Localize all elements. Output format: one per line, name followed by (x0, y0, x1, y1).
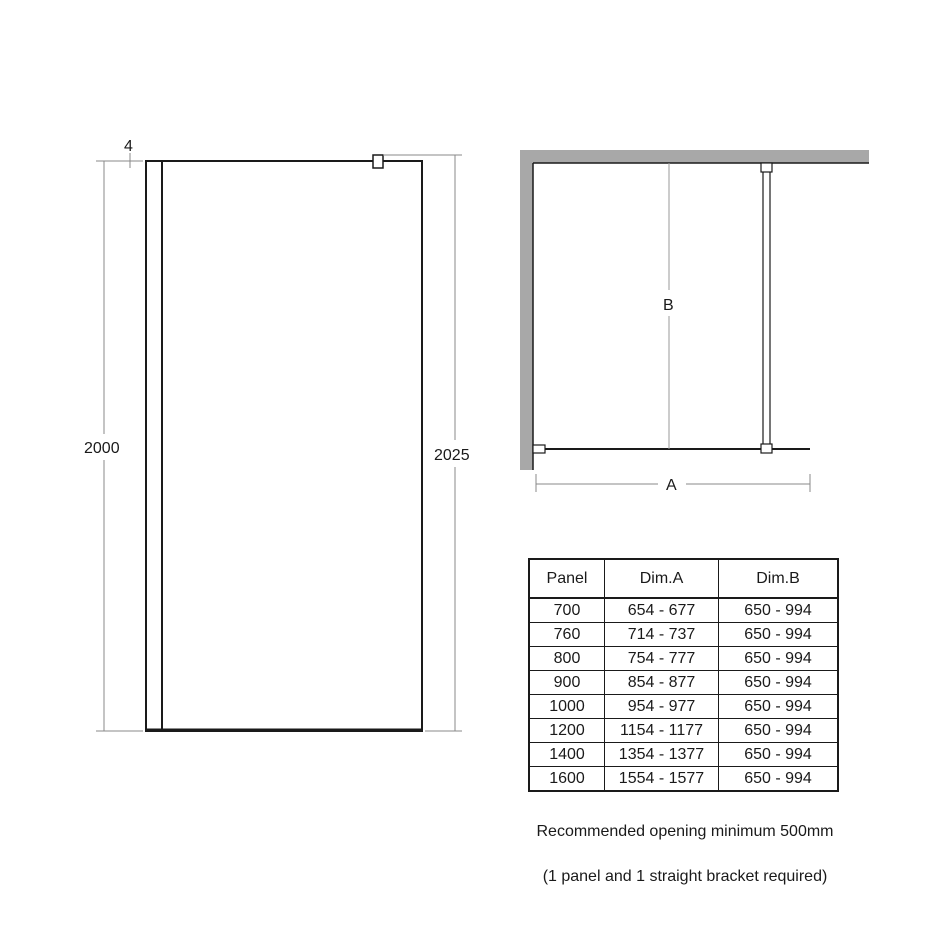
plan-view (520, 150, 869, 494)
plan-wall-profile (533, 445, 545, 453)
cell-dim-a: 854 - 877 (605, 671, 719, 695)
bracket-wall-fixing (761, 163, 772, 172)
table-row (529, 671, 838, 695)
height-2025-label: 2025 (434, 447, 470, 464)
cell-dim-a: 1554 - 1577 (605, 767, 719, 792)
height-2000-label: 2000 (84, 440, 120, 457)
back-wall (520, 150, 869, 163)
table-row (529, 623, 838, 647)
header-dim-a: Dim.A (605, 559, 719, 598)
table-row (529, 767, 838, 792)
cell-dim-b: 650 - 994 (719, 719, 839, 743)
header-dim-b: Dim.B (719, 559, 839, 598)
header-panel: Panel (529, 559, 605, 598)
cell-panel: 800 (529, 647, 605, 671)
cell-panel: 900 (529, 671, 605, 695)
table-header-row (529, 559, 838, 598)
cell-panel: 760 (529, 623, 605, 647)
cell-dim-a: 714 - 737 (605, 623, 719, 647)
cell-dim-b: 650 - 994 (719, 598, 839, 623)
cell-dim-b: 650 - 994 (719, 647, 839, 671)
min-opening-note: Recommended opening minimum 500mm (536, 823, 834, 840)
glass-panel (146, 161, 422, 731)
table-row (529, 719, 838, 743)
cell-dim-a: 654 - 677 (605, 598, 719, 623)
cell-dim-b: 650 - 994 (719, 767, 839, 792)
cell-panel: 1600 (529, 767, 605, 792)
cell-dim-a: 954 - 977 (605, 695, 719, 719)
cell-panel: 1200 (529, 719, 605, 743)
cell-dim-a: 754 - 777 (605, 647, 719, 671)
thickness-label: 4 (124, 138, 133, 155)
dim-a-label: A (666, 477, 677, 494)
table-row (529, 695, 838, 719)
table-row (529, 743, 838, 767)
cell-dim-b: 650 - 994 (719, 623, 839, 647)
size-table (528, 558, 839, 792)
cell-dim-a: 1154 - 1177 (605, 719, 719, 743)
cell-panel: 1400 (529, 743, 605, 767)
top-bracket (373, 155, 383, 168)
cell-dim-b: 650 - 994 (719, 671, 839, 695)
cell-dim-a: 1354 - 1377 (605, 743, 719, 767)
front-elevation (84, 138, 470, 731)
cell-dim-b: 650 - 994 (719, 695, 839, 719)
cell-dim-b: 650 - 994 (719, 743, 839, 767)
dim-b-label: B (663, 297, 674, 314)
side-wall (520, 150, 533, 470)
cell-panel: 1000 (529, 695, 605, 719)
straight-bracket (763, 170, 770, 446)
table-row (529, 598, 838, 623)
bracket-glass-clamp (761, 444, 772, 453)
cell-panel: 700 (529, 598, 605, 623)
table-row (529, 647, 838, 671)
bracket-requirement-note: (1 panel and 1 straight bracket required) (542, 868, 828, 885)
